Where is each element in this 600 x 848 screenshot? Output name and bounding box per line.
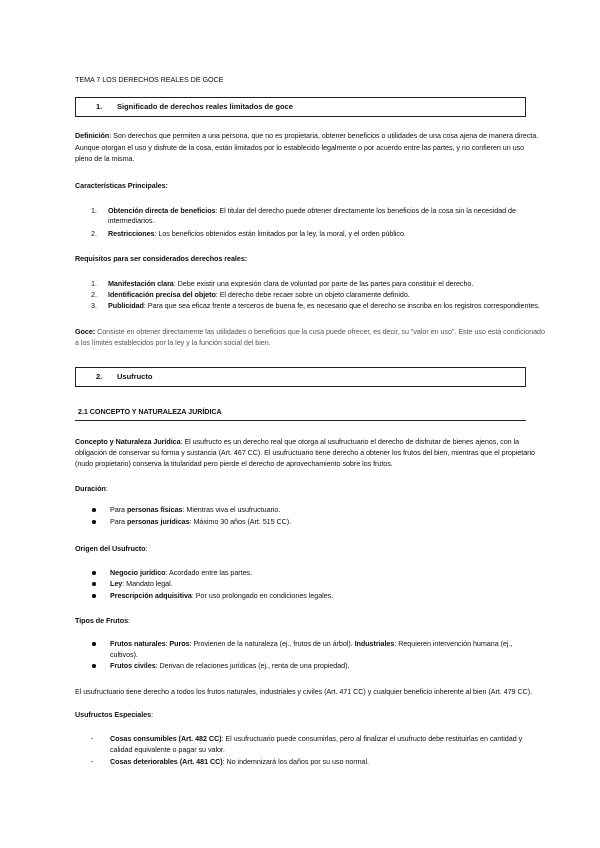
list-term: Manifestación clara xyxy=(108,279,174,288)
list-term: Negocio jurídico xyxy=(110,568,166,577)
list-text: : Por uso prolongado en condiciones legales. xyxy=(191,591,334,600)
list-term: Restricciones xyxy=(108,229,155,238)
heading-colon: : xyxy=(151,710,154,719)
section-2-number: 2. xyxy=(96,372,103,381)
section-1-box xyxy=(75,97,526,117)
list-text: : El derecho debe recaer sobre un objeto claramente definido. xyxy=(215,290,410,299)
concepto-line-3: (nudo propietario) conserva la titularidad pero pierde el derecho de aprovechamiento sobre los frutos. xyxy=(75,459,393,468)
list-number: 3. xyxy=(91,301,97,310)
list-text: : Mandato legal. xyxy=(122,579,173,588)
goce-line-2: a los límites establecidos por la ley y la función social del bien. xyxy=(75,338,271,347)
list-number: 2. xyxy=(91,229,97,238)
concepto-line-1 xyxy=(75,437,519,448)
frutos-paragraph: El usufructuario tiene derecho a todos los frutos naturales, industriales y civiles (Art. 471 CC) y cualquier beneficio inherente al bien (Art. 479 CC). xyxy=(75,687,533,696)
list-term: Identificación precisa del objeto xyxy=(108,290,216,299)
list-term: Industriales xyxy=(354,639,395,648)
definicion-text-1: : Son derechos que permiten a una persona, que no es propietaria, obtener beneficios o utilidades de una cosa ajena de manera directa. xyxy=(109,131,539,140)
requisitos-item-1 xyxy=(108,279,473,290)
bullet-icon xyxy=(92,571,96,575)
list-term: Frutos naturales xyxy=(110,639,166,648)
duracion-title: Duración xyxy=(75,484,106,493)
goce-text-1: Consiste en obtener directamente las utilidades o beneficios que la cosa puede ofrecer, es decir, su "valor en uso". Este uso está condicionado xyxy=(95,327,545,336)
requisitos-item-2 xyxy=(108,290,410,301)
caracteristicas-item-1 xyxy=(108,206,516,217)
list-text: : Los beneficios obtenidos están limitados por la ley, la moral, y el orden público. xyxy=(154,229,406,238)
concepto-term: Concepto y Naturaleza Jurídica xyxy=(75,437,181,446)
section-2-label: Usufructo xyxy=(117,372,153,381)
tipos-item-1 xyxy=(110,639,512,650)
definicion-line-1 xyxy=(75,131,538,142)
heading-colon: : xyxy=(105,484,108,493)
section-1-number: 1. xyxy=(96,102,103,111)
requisitos-item-3 xyxy=(108,301,540,312)
section-1-label: Significado de derechos reales limitados de goce xyxy=(117,102,293,111)
list-term: Frutos civiles xyxy=(110,661,156,670)
subsection-2-1-heading: 2.1 CONCEPTO Y NATURALEZA JURÍDICA xyxy=(78,407,222,416)
duracion-item-1 xyxy=(110,505,280,516)
subsection-divider xyxy=(75,420,526,421)
bullet-icon xyxy=(92,582,96,586)
especiales-item-1-cont: calidad equivalente o pagar su valor. xyxy=(110,745,225,754)
caracteristicas-heading: Características Principales: xyxy=(75,181,168,190)
especiales-heading xyxy=(75,710,153,721)
heading-colon: : xyxy=(145,544,148,553)
list-text: : Provienen de la naturaleza (ej., frutos de un árbol). xyxy=(189,639,355,648)
dash-marker: - xyxy=(91,757,94,766)
list-text: : Acordado entre las partes. xyxy=(165,568,253,577)
page-title: TEMA 7 LOS DERECHOS REALES DE GOCE xyxy=(75,75,224,84)
bullet-icon xyxy=(92,664,96,668)
list-text: : Mientras viva el usufructuario. xyxy=(182,505,281,514)
list-text: : Máximo 30 años (Art. 515 CC). xyxy=(189,517,292,526)
definicion-line-3: pleno de la misma. xyxy=(75,154,135,163)
list-term: Ley xyxy=(110,579,123,588)
list-text: : No indemnizará los daños por su uso normal. xyxy=(222,757,369,766)
origen-item-1 xyxy=(110,568,252,579)
list-text: : Requieren intervención humana (ej., xyxy=(394,639,513,648)
caracteristicas-item-2 xyxy=(108,229,406,240)
tipos-heading xyxy=(75,616,130,627)
bullet-icon xyxy=(92,508,96,512)
caracteristicas-item-1-cont: intermediarios. xyxy=(108,216,155,225)
list-term: Publicidad xyxy=(108,301,144,310)
goce-term: Goce: xyxy=(75,327,96,336)
list-text: : Derivan de relaciones jurídicas (ej., renta de una propiedad). xyxy=(155,661,350,670)
list-term: Obtención directa de beneficios xyxy=(108,206,216,215)
origen-title: Origen del Usufructo xyxy=(75,544,146,553)
concepto-text-1: : El usufructo es un derecho real que otorga al usufructuario el derecho de disfrutar de bienes ajenos, con la xyxy=(180,437,520,446)
bullet-icon xyxy=(92,594,96,598)
list-text: : Debe existir una expresión clara de voluntad por parte de las partes para constituir el derecho. xyxy=(173,279,474,288)
especiales-item-2 xyxy=(110,757,369,768)
list-term: personas jurídicas xyxy=(126,517,190,526)
requisitos-heading: Requisitos para ser considerados derechos reales: xyxy=(75,254,248,263)
especiales-title: Usufructos Especiales xyxy=(75,710,152,719)
list-text: : Para que sea eficaz frente a terceros de buena fe, es necesario que el derecho se inscriba en los registros correspondientes. xyxy=(143,301,540,310)
list-term: Cosas deteriorables (Art. 481 CC) xyxy=(110,757,223,766)
section-2-box xyxy=(75,367,526,387)
goce-line-1 xyxy=(75,327,545,338)
tipos-title: Tipos de Frutos xyxy=(75,616,129,625)
especiales-item-1 xyxy=(110,734,522,745)
list-prefix: Para xyxy=(110,505,127,514)
concepto-line-2: obligación de conservar su forma y sustancia (Art. 467 CC). El usufructuario tiene derecho a obtener los frutos del bien, mientras que el propietario xyxy=(75,448,535,457)
origen-item-2 xyxy=(110,579,173,590)
list-text: : El usufructuario puede consumirlas, pero al finalizar el usufructo debe restituirlas en cantidad y xyxy=(221,734,523,743)
list-text: : El titular del derecho puede obtener directamente los beneficios de la cosa sin la necesidad de xyxy=(215,206,516,215)
tipos-item-2 xyxy=(110,661,349,672)
list-number: 1. xyxy=(91,206,97,215)
heading-colon: : xyxy=(128,616,130,625)
definicion-term: Definición xyxy=(75,131,110,140)
list-number: 2. xyxy=(91,290,97,299)
list-term: personas físicas xyxy=(126,505,183,514)
list-term: Cosas consumibles (Art. 482 CC) xyxy=(110,734,222,743)
list-term: Puros xyxy=(169,639,190,648)
dash-marker: - xyxy=(91,734,94,743)
bullet-icon xyxy=(92,642,96,646)
tipos-item-1-cont: cultivos). xyxy=(110,650,138,659)
bullet-icon xyxy=(92,520,96,524)
definicion-line-2: Aunque otorgan el uso y disfrute de la cosa, están limitados por lo establecido legalmente o por acuerdo entre las partes, y no confieren un uso xyxy=(75,143,525,152)
duracion-item-2 xyxy=(110,517,291,528)
duracion-heading xyxy=(75,484,108,495)
list-number: 1. xyxy=(91,279,97,288)
origen-heading xyxy=(75,544,147,555)
list-prefix: Para xyxy=(110,517,127,526)
origen-item-3 xyxy=(110,591,333,602)
list-term: Prescripción adquisitiva xyxy=(110,591,192,600)
list-sep: : xyxy=(165,639,170,648)
